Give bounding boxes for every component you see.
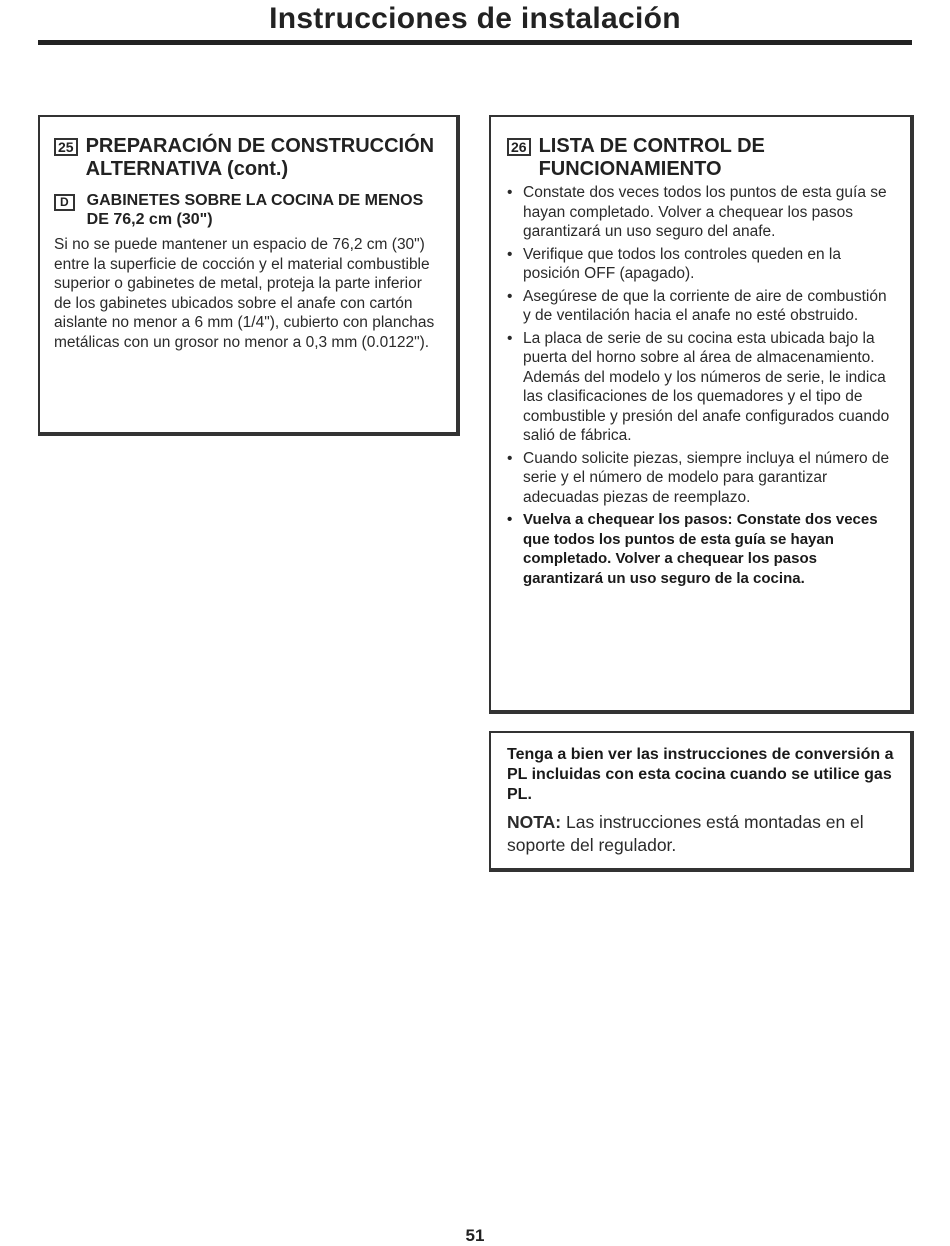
bullet-icon: • bbox=[507, 184, 513, 201]
section-25-title: PREPARACIÓN DE CONSTRUCCIÓN ALTERNATIVA (cont.) bbox=[85, 135, 435, 180]
subsection-d-title: GABINETES SOBRE LA COCINA DE MENOS DE 76,2 cm (30") bbox=[86, 192, 424, 228]
section-26-box bbox=[489, 115, 914, 714]
bullet-icon: • bbox=[507, 245, 513, 263]
section-25-heading bbox=[54, 135, 440, 181]
checklist bbox=[507, 183, 896, 588]
checklist-item: • Cuando solicite piezas, siempre incluya el número de serie y el número de modelo para garantizar adecuadas piezas de reemplazo. bbox=[507, 449, 890, 506]
title-divider bbox=[38, 40, 912, 45]
checklist-item-bold: • Vuelva a chequear los pasos: Constate dos veces que todos los puntos de esta guía se hayan completado. Volver a chequear los pasos garantizará un uso seguro de la cocina. bbox=[507, 511, 878, 587]
section-25-body: Si no se puede mantener un espacio de 76,2 cm (30") entre la superficie de cocción y el material combustible superior o gabinetes de metal, proteja la parte inferior de los gabinetes ubicados sobre el anafe con cartón aislante no menor a 6 mm (1/4"), cubierto con planchas metálicas con un grosor no menor a 0,3 mm (0.0122"). bbox=[54, 236, 435, 351]
subsection-d-letter: D bbox=[54, 194, 75, 211]
pl-note-box bbox=[489, 731, 914, 872]
page-number: 51 bbox=[465, 1226, 485, 1245]
checklist-item: • La placa de serie de su cocina esta ubicada bajo la puerta del horno sobre al área de almacenamiento. Además del modelo y los números de serie, le indica las clasificaciones de los quemadores y el tipo de combustible y presión del anafe configurados cuando salió de fábrica. bbox=[507, 329, 890, 444]
pl-conversion-notice: Tenga a bien ver las instrucciones de conversión a PL incluidas con esta cocina cuando se utilice gas PL. bbox=[507, 746, 894, 803]
checklist-item: • Constate dos veces todos los puntos de esta guía se hayan completado. Volver a chequear los pasos garantizará un uso seguro del anafe. bbox=[507, 184, 887, 240]
bullet-icon: • bbox=[507, 449, 513, 467]
page-title: Instrucciones de instalación bbox=[269, 2, 681, 35]
note-text: Las instrucciones está montadas en el soporte del regulador. bbox=[507, 812, 864, 855]
bullet-icon: • bbox=[507, 511, 513, 528]
bullet-icon: • bbox=[507, 287, 513, 305]
section-25-number: 25 bbox=[54, 138, 78, 156]
subsection-d-heading bbox=[54, 191, 440, 229]
checklist-item: • Asegúrese de que la corriente de aire de combustión y de ventilación hacia el anafe no esté obstruido. bbox=[507, 287, 887, 324]
note-paragraph bbox=[507, 811, 896, 857]
section-25-box bbox=[38, 115, 460, 436]
checklist-item: • Verifique que todos los controles queden en la posición OFF (apagado). bbox=[507, 245, 841, 282]
bullet-icon: • bbox=[507, 329, 513, 347]
section-26-number: 26 bbox=[507, 138, 531, 156]
section-26-title: LISTA DE CONTROL DE FUNCIONAMIENTO bbox=[538, 135, 765, 180]
note-label: NOTA: bbox=[507, 812, 562, 832]
section-26-heading bbox=[507, 135, 896, 181]
